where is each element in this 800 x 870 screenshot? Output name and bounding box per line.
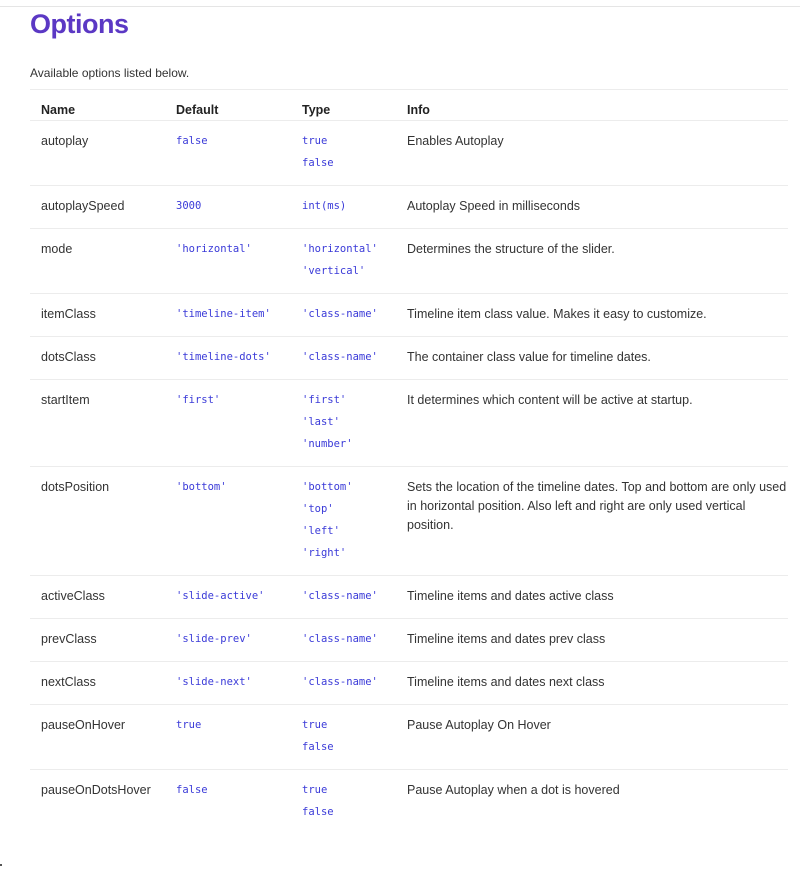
options-table-body	[30, 121, 788, 835]
option-name: mode	[30, 229, 176, 294]
option-name: itemClass	[30, 294, 176, 337]
option-default-value: 'slide-prev'	[176, 633, 252, 645]
option-type-value: false	[302, 806, 334, 818]
table-row	[30, 186, 788, 229]
option-type-cell	[302, 576, 407, 619]
option-type-value: 'class-name'	[302, 590, 378, 602]
option-default-cell	[176, 294, 302, 337]
corner-mark	[0, 864, 2, 866]
option-info: Sets the location of the timeline dates. Top and bottom are only used in horizontal position. Also left and right are only used vertical position.	[407, 467, 788, 576]
table-row	[30, 337, 788, 380]
option-name: dotsClass	[30, 337, 176, 380]
table-row	[30, 294, 788, 337]
top-divider	[0, 6, 800, 7]
option-type-cell	[302, 294, 407, 337]
option-default-value: 'horizontal'	[176, 243, 252, 255]
table-row	[30, 380, 788, 467]
option-name: activeClass	[30, 576, 176, 619]
option-type-value: int(ms)	[302, 200, 347, 212]
option-type-cell	[302, 770, 407, 835]
option-type-value: true	[302, 719, 328, 731]
option-name: dotsPosition	[30, 467, 176, 576]
header-info: Info	[407, 90, 788, 121]
table-row	[30, 770, 788, 835]
option-type-cell	[302, 186, 407, 229]
option-type-cell	[302, 121, 407, 186]
option-type-value: 'last'	[302, 416, 340, 428]
table-header-row	[30, 90, 788, 121]
table-row	[30, 229, 788, 294]
intro-text: Available options listed below.	[30, 66, 190, 80]
option-info: Pause Autoplay On Hover	[407, 705, 788, 770]
option-type-cell	[302, 705, 407, 770]
option-type-value: 'class-name'	[302, 351, 378, 363]
option-default-value: false	[176, 135, 208, 147]
option-default-cell	[176, 705, 302, 770]
option-info: Autoplay Speed in milliseconds	[407, 186, 788, 229]
header-default: Default	[176, 90, 302, 121]
option-info: Timeline items and dates next class	[407, 662, 788, 705]
option-type-cell	[302, 380, 407, 467]
option-type-cell	[302, 619, 407, 662]
option-info: Timeline items and dates prev class	[407, 619, 788, 662]
table-row	[30, 662, 788, 705]
option-default-value: 'timeline-item'	[176, 308, 271, 320]
option-default-cell	[176, 121, 302, 186]
option-type-cell	[302, 467, 407, 576]
option-name: prevClass	[30, 619, 176, 662]
option-default-value: 'timeline-dots'	[176, 351, 271, 363]
option-default-cell	[176, 229, 302, 294]
option-info: The container class value for timeline dates.	[407, 337, 788, 380]
option-type-value: 'class-name'	[302, 676, 378, 688]
option-default-cell	[176, 662, 302, 705]
option-default-cell	[176, 380, 302, 467]
option-type-value: 'vertical'	[302, 265, 366, 277]
option-type-value: true	[302, 135, 328, 147]
option-name: pauseOnHover	[30, 705, 176, 770]
option-default-cell	[176, 467, 302, 576]
option-default-cell	[176, 337, 302, 380]
option-default-value: 'slide-active'	[176, 590, 265, 602]
option-default-value: true	[176, 719, 202, 731]
option-name: autoplay	[30, 121, 176, 186]
option-type-value: 'top'	[302, 503, 334, 515]
option-type-cell	[302, 662, 407, 705]
option-info: Determines the structure of the slider.	[407, 229, 788, 294]
option-default-cell	[176, 576, 302, 619]
header-type: Type	[302, 90, 407, 121]
option-info: Enables Autoplay	[407, 121, 788, 186]
option-default-value: 'first'	[176, 394, 221, 406]
option-default-cell	[176, 619, 302, 662]
option-default-value: 'bottom'	[176, 481, 227, 493]
option-type-value: false	[302, 157, 334, 169]
option-name: autoplaySpeed	[30, 186, 176, 229]
table-row	[30, 121, 788, 186]
table-row	[30, 705, 788, 770]
option-default-cell	[176, 186, 302, 229]
option-type-value: 'right'	[302, 547, 347, 559]
option-type-value: 'horizontal'	[302, 243, 378, 255]
option-name: pauseOnDotsHover	[30, 770, 176, 835]
option-name: nextClass	[30, 662, 176, 705]
table-row	[30, 467, 788, 576]
option-default-value: 'slide-next'	[176, 676, 252, 688]
option-info: Timeline items and dates active class	[407, 576, 788, 619]
option-name: startItem	[30, 380, 176, 467]
options-table	[30, 89, 788, 834]
option-default-value: false	[176, 784, 208, 796]
header-name: Name	[30, 90, 176, 121]
option-type-value: true	[302, 784, 328, 796]
option-info: It determines which content will be active at startup.	[407, 380, 788, 467]
page-title: Options	[30, 9, 129, 39]
option-info: Timeline item class value. Makes it easy to customize.	[407, 294, 788, 337]
option-type-value: 'class-name'	[302, 308, 378, 320]
option-type-value: 'bottom'	[302, 481, 353, 493]
option-type-value: 'first'	[302, 394, 347, 406]
option-info: Pause Autoplay when a dot is hovered	[407, 770, 788, 835]
table-row	[30, 619, 788, 662]
table-row	[30, 576, 788, 619]
option-type-value: 'left'	[302, 525, 340, 537]
option-type-value: 'class-name'	[302, 633, 378, 645]
option-type-cell	[302, 229, 407, 294]
option-type-value: 'number'	[302, 438, 353, 450]
option-type-cell	[302, 337, 407, 380]
option-default-cell	[176, 770, 302, 835]
option-type-value: false	[302, 741, 334, 753]
option-default-value: 3000	[176, 200, 202, 212]
